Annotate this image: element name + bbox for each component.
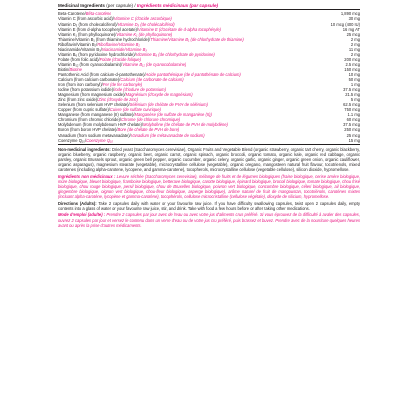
ingredient-amount: 1 mg [350,82,360,88]
directions-fr [58,212,360,227]
ingredient-amount: 10 mcg (400 IU) [330,21,360,27]
ingredient-name-en: Iron (from iron carbonyl)/ [58,82,103,88]
ingredient-name-fr: Bêta-carotène [85,11,112,17]
ingredient-name-fr: Magnésium (d'oxyde de magnésium) [125,92,193,98]
title-en: Medicinal Ingredients [58,3,105,8]
directions-label-en: Directions (Adults): [58,200,97,206]
ingredient-name-fr: Chrome (de chlorure chromique) [121,117,181,123]
ingredient-name-en: Biotin/ [58,66,70,72]
ingredient-amount: 25 mcg [346,31,360,37]
ingredient-name-en: Vitamin B₁₂ (from cyanocobalamin)/ [58,61,123,67]
ingredient-name-en: Vitamin D₃ (from cholecalciferol)/ [58,21,118,27]
ingredient-amount: 50 mg [348,77,360,83]
ingredient-name-fr: Vitamine K₁ (de phylloquinone) [116,31,173,37]
ingredient-name-en: Copper (from cupric sulfate)/ [58,107,110,113]
ingredient-row [58,138,360,143]
ingredient-name-en: Zinc (from zinc oxide)/ [58,97,99,103]
ingredient-name-fr: Iode (d'iodure de potassium) [114,87,166,93]
ingredient-name-en: Boron (from boron HVP chelate)/ [58,127,118,133]
directions-text-fr: Prendre 2 capsules par jour avec de l'eau ou avec votre jus d'aliments crus préféré. Si vous éprouvez de la difficulté à avaler des capsules, ouvrez 2 capsules par jour et versez le contenu dans un verre d'eau ou de votre jus cru préféré, puis brassez et buvez. Prendre avec de la nourriture quelques heures avant ou après la prise d'autres médicaments. [58,212,360,228]
ingredient-name-en: Iodine (from potassium iodide)/ [58,87,115,93]
ingredient-name-fr: Molybdène (de chélate de PVH de molybdène) [143,122,228,128]
ingredient-name-en: Chromium (from chromic chloride)/ [58,117,122,123]
directions-text-en: Take 2 capsules daily with water or your favourite raw juice. If you have difficulty swallowing capsules, twist open 2 capsules daily, empty contents into a glass of water or your favourite raw juice, stir, and drink. Take with food a few hours before or after taking other medications. [58,200,360,211]
ingredient-name-en: Vitamin C (from ascorbic acid)/ [58,16,114,22]
ingredient-amount: 60 mcg [346,117,360,123]
ingredient-name-fr: Bore (de chélate de PVH de bore) [117,127,180,133]
ingredient-name-en: Pantothenic Acid (from calcium-d-pantothenate)/ [58,71,146,77]
non-medicinal-fr [58,174,360,199]
ingredient-amount: 25 mcg [346,132,360,138]
ingredient-amount: 30 mg [348,16,360,22]
ingredient-amount: 750 mcg [344,107,360,113]
ingredient-name-fr: Sélénium (de chélate de PVH de sélénium) [129,102,208,108]
non-medicinal-text-fr: Levure séchée (Saccharomyces cerevisiae), mélange de fruits et de légumes biologiques (fraise biologique, cerise amère biologique, mûre biologique, bleuet biologique, framboise biologique, betterave biologique, carotte biologique, épinard biologique, brocoli biologique, tomate biologique, chou frisé biologique, chou rouge biologique, persil biologique, chou de Bruxelles biologique, poivron vert biologique, concombre biologique, céleri biologique, ail biologique, gingembre biologique, oignon vert biologique, chou-fleur biologique, asperge biologique), arôme naturel de fruit de mangoustan, tocotriénols, caroténes mixtes (incluant alpha-carotène, lycopène et gamma-carotène), tocophérols, cellulose microcristalline (cellulose végétale), dioxyde de silicium, hypromellose. [58,173,360,200]
ingredient-amount: 62.5 mcg [343,102,360,108]
ingredient-name-fr: Niacinamide/Vitamine B₃ [101,46,147,52]
non-medicinal-text-en: Dried yeast (Saccharomyces cerevisiae), Organic Fruits and Vegetable Blend (organic strawberry, organic tart cherry, organic blackberry, organic blueberry, organic raspberry, organic beet, organic carrot, organic spinach, organic broccoli, organic tomato, organic kale, organic red cabbage, organic parsley, organic Brussels sprout, organic green bell pepper, organic cucumber, organic celery, organic garlic, organic ginger, organic green onion, organic cauliflower, organic asparagus), magnesium stearate (vegetable), microcrystalline cellulose (vegetable), organic oregano, mangosteen natural fruit flavour, tocotrienols, mixed carotenes (including alpha-carotene, lycopene, and gamma-carotene), tocopherols, microcrystalline cellulose (vegetable cellulose), silicon dioxide, hypromellose. [58,147,360,173]
ingredient-name-en: Niacinamide/Vitamin B₃/ [58,46,102,52]
ingredient-amount: 1.1 mg [347,112,360,118]
directions-label-fr: Mode d'emploi (adulte) : [58,212,106,218]
non-medicinal-label-fr: Ingrédients non médicinaux : [58,173,116,179]
ingredient-name-fr: Calcium (de carbonate de calcium) [120,77,184,83]
ingredient-amount: 200 mcg [344,56,360,62]
directions-en [58,201,360,211]
ingredient-name-fr: Manganèse (de sulfate de manganèse (II)) [134,112,212,118]
ingredient-name-en: Calcium (from calcium carbonate)/ [58,77,121,83]
title-en-qualifier: (per capsule) / [104,3,137,8]
ingredient-name-en: Coenzyme Q₁₀/ [58,137,87,143]
ingredient-name-fr: Vitamine E (d'acétate de d-alpha tocophéryle) [138,26,221,32]
ingredient-name-en: Beta-Carotene/ [58,11,86,17]
ingredient-name-en: Manganese (from manganese (II) sulfate)/ [58,112,135,118]
ingredient-name-fr: Zinc (d'oxyde de zinc) [98,97,138,103]
ingredient-amount: 2 mg [350,51,360,57]
medicinal-ingredients-header [58,3,360,10]
ingredient-amount: 2.5 mcg [345,61,360,67]
ingredient-amount: 37.5 mcg [343,87,360,93]
ingredient-amount: 2 mg [350,41,360,47]
ingredient-name-fr: Vitamine B₁₂ (de cyanocobalamine) [122,61,187,67]
ingredient-name-en: Molybdenum (from molybdenum HVP chelate)/ [58,122,144,128]
ingredient-name-fr: Vitamine C (d'acide ascorbique) [113,16,172,22]
ingredient-amount: 2 mg [350,36,360,42]
divider [58,144,360,145]
ingredient-amount: 10 mg [348,71,360,77]
ingredient-name-fr: Fer (de fer carbonyle) [102,82,143,88]
non-medicinal-label-en: Non-medicinal ingredients: [58,147,111,153]
ingredient-name-fr: Biotine [69,66,82,72]
ingredient-name [58,138,113,143]
ingredient-amount: 11 mg [348,46,360,52]
ingredient-amount: 21.5 mg [345,92,360,98]
ingredient-name-fr: Cuivre (de sulfate cuivrique) [109,107,161,113]
ingredient-name-en: Magnesium (from magnesium oxide)/ [58,92,126,98]
ingredient-name-en: Vitamin E (from d-alpha tocopheryl acetate)/ [58,26,139,32]
ingredient-amount: 250 mcg [344,127,360,133]
ingredient-name-fr: Vanadium (de métavanadate de sodium) [130,132,205,138]
ingredient-name-en: Folate (from folic acid)/ [58,56,100,62]
ingredient-name-fr: Folate (d'acide folique) [99,56,141,62]
non-medicinal-en [58,147,360,172]
ingredient-name-fr: Thiamine/Vitamine B₁ (de chlorhydrate de thiamine) [150,36,244,42]
ingredient-list [58,11,360,142]
ingredient-name-fr: Riboflavine/Vitamine B₂ [97,41,140,47]
ingredient-amount: 150 mcg [344,66,360,72]
ingredient-amount: 1,890 mcg [340,11,360,17]
ingredient-name-en: Vanadium (from sodium metavanadate)/ [58,132,131,138]
title-fr: Ingrédients médicinaux (par capsule) [136,3,219,8]
ingredient-name-fr: Coenzyme Q₁₀ [86,137,114,143]
ingredient-name-fr: Vitamine B₆ (de chlorhydrate de pyridoxine) [135,51,215,57]
ingredient-name-fr: Vitamine D₃ (de cholécalciférol) [117,21,175,27]
ingredient-name-en: Thiamine/Vitamin B₁ (from thiamine hydrochloride)/ [58,36,151,42]
ingredient-name-en: Riboflavin/Vitamin B₂/ [58,41,98,47]
ingredient-amount: 37.5 mcg [343,122,360,128]
ingredient-name-fr: Acide pantothénique (de d-pantothénate de calcium) [145,71,241,77]
ingredient-amount: 15 mg [348,137,360,143]
ingredient-name-en: Vitamin K₁ (from phylloquinone)/ [58,31,117,37]
ingredient-name-en: Selenium (from selenium HVP chelate)/ [58,102,130,108]
ingredient-amount: 16 mg AT [342,26,360,32]
ingredient-amount: 5 mg [350,97,360,103]
supplement-label [58,3,360,229]
ingredient-name-en: Vitamin B₆ (from pyridoxine hydrochloride)/ [58,51,136,57]
